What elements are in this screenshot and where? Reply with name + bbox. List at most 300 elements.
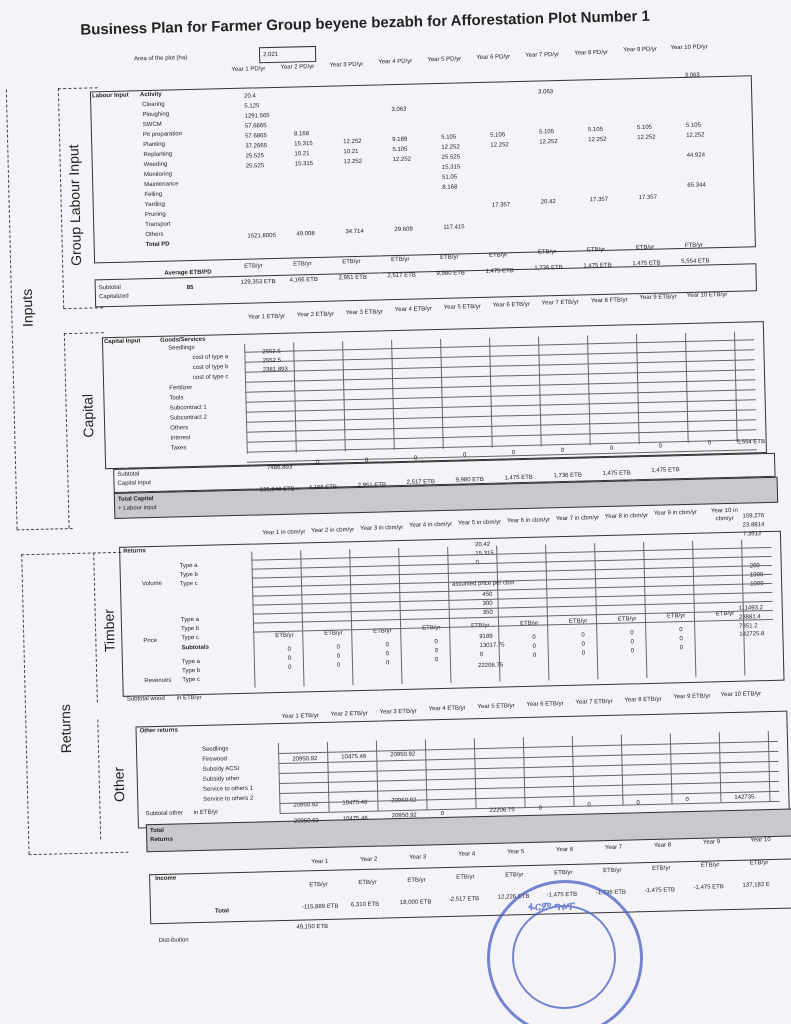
capital-total: 136,840 ETB	[259, 486, 295, 494]
subtotal-wood-label: Subtotal wood	[126, 695, 165, 703]
capital-input-label: Capital input	[117, 480, 151, 487]
labour-subtotal: 4,166 ETB	[289, 276, 319, 284]
timber-price-y10: 1000	[750, 581, 764, 588]
income-total: -115,889 ETB	[301, 903, 339, 911]
area-value: 2.021	[259, 46, 316, 63]
subtotal-wood-y10: 142725.8	[739, 631, 765, 638]
timber-etb-unit: ETB/yr	[666, 613, 686, 620]
capital-item: Taxes	[170, 445, 187, 452]
labour-activity: Monitoring	[143, 171, 173, 179]
timber-zero: 0	[581, 650, 586, 657]
capital-total: 1,475 ETB	[651, 467, 680, 475]
other-year-header: Year 3 ETB/yr	[379, 708, 417, 716]
labour-unit: ETB/yr	[586, 247, 606, 254]
total-returns-value: 20950.92	[391, 812, 417, 820]
labour-cell: 8.168	[293, 131, 310, 138]
timber-volume-y5: 15.315	[475, 550, 494, 558]
income-total: -1,475 ETB	[693, 884, 724, 892]
timber-zero: 0	[581, 632, 585, 639]
timber-zero: 0	[287, 664, 292, 671]
timber-zero: 0	[679, 627, 683, 634]
capital-year-header: Year 2 ETB/yr	[296, 311, 335, 319]
timber-volume-y10: 23.8814	[742, 522, 765, 529]
labour-cell: 17.357	[638, 194, 658, 202]
other-bracket	[97, 719, 101, 839]
average-etb-value: 85	[186, 284, 194, 292]
income-total: 6,310 ETB	[350, 901, 380, 909]
timber-price-type: Type c	[181, 634, 200, 642]
income-unit: ETB/yr	[652, 865, 671, 872]
distribution-y1: 49,150 ETB	[296, 923, 329, 931]
timber-zero: 0	[287, 655, 292, 662]
capital-item: cost of type a	[192, 354, 229, 362]
capital-item: Subcontract 1	[169, 404, 207, 412]
timber-zero: 0	[336, 644, 340, 651]
labour-cell: 12.252	[343, 138, 362, 146]
other-year-header: Year 6 ETB/yr	[526, 701, 564, 708]
timber-zero: 0	[630, 647, 635, 654]
timber-zero: 0	[336, 653, 341, 660]
income-year-header: Year 10	[750, 837, 771, 844]
labour-cell: 12.252	[539, 139, 558, 146]
labour-cell: 34.714	[345, 228, 364, 236]
labour-cell: 12.252	[637, 134, 656, 142]
capital-year-header: Year 4 ETB/yr	[394, 306, 432, 314]
labour-cell: 65.344	[687, 182, 706, 189]
income-total: -1,736 ETB	[595, 889, 627, 897]
labour-cell: 1521.8005	[247, 232, 276, 240]
labour-capitalized-label: Capitalized	[98, 293, 129, 301]
labour-bracket-top	[58, 87, 98, 89]
timber-etb-unit: ETB/yr	[519, 620, 539, 628]
timber-revenue-y5: 9189	[479, 633, 493, 641]
capital-item: Subcontract 2	[169, 414, 208, 422]
timber-etb-unit: ETB/yr	[715, 611, 735, 618]
inputs-label: Inputs	[18, 288, 36, 328]
labour-year-header: Year 8 PD/yr	[574, 49, 609, 57]
returns-bracket-top	[21, 552, 121, 555]
timber-zero: 0	[385, 659, 390, 666]
labour-year-header: Year 1 PD/yr	[231, 66, 266, 73]
labour-subtotal: 1,475 ETB	[485, 267, 514, 275]
capital-item: Fertilizer	[169, 385, 193, 392]
labour-unit: ETB/yr	[293, 260, 312, 268]
labour-cell: 3.063	[538, 89, 554, 96]
labour-activity: Felling	[144, 191, 163, 199]
capital-total: 1,475 ETB	[602, 469, 631, 477]
price-label: Price	[143, 637, 158, 645]
timber-price-type: Type a	[180, 616, 199, 624]
labour-cell: 5.105	[392, 146, 408, 153]
total-returns-value: 20950.92	[293, 818, 319, 825]
income-total: 18,000 ETB	[399, 898, 432, 906]
capital-subtotal-y10: 5,554 ETB	[736, 439, 766, 446]
income-year-header: Year 2	[360, 856, 378, 863]
labour-subtotal: 9,980 ETB	[436, 269, 465, 277]
total-returns-value: 0	[587, 802, 591, 809]
income-unit: ETB/yr	[603, 867, 622, 874]
timber-revenue-type: Type b	[182, 667, 201, 675]
timber-zero: 0	[581, 641, 585, 648]
income-total: -1,475 ETB	[546, 891, 578, 899]
timber-zero: 0	[434, 657, 439, 664]
labour-cell: 5.105	[441, 134, 457, 141]
subtotals-label: Subtotals	[181, 644, 209, 652]
labour-subtotal: 1,475 ETB	[632, 260, 661, 268]
capital-item: cost of type c	[192, 374, 229, 382]
other-returns-header: Other returns	[139, 727, 178, 735]
subtotal-wood-unit: in ETB/yr	[176, 694, 202, 702]
income-year-header: Year 5	[506, 849, 525, 856]
capital-zero: 0	[462, 452, 467, 459]
timber-year-header: Year 10 in cbm/yr	[710, 507, 738, 523]
labour-year-header: Year 10 PD/yr	[670, 44, 708, 52]
revenues-label: Revenues	[144, 677, 172, 685]
timber-zero: 0	[287, 646, 292, 653]
timber-revenue-y5: 13017.75	[479, 642, 505, 650]
labour-cell: 3.063	[684, 72, 700, 80]
other-year-header: Year 7 ETB/yr	[575, 698, 613, 706]
other-item: Seedlings	[201, 746, 229, 753]
area-label: Area of the plot (ha)	[134, 55, 188, 63]
labour-cell: 10.21	[294, 150, 310, 158]
other-item: Service to others 2	[203, 795, 254, 803]
capital-zero: 0	[609, 445, 614, 452]
capital-input-header: Capital Input	[103, 338, 141, 346]
timber-revenue-y10: 7351.2	[739, 623, 758, 630]
labour-subtotal: 1,475 ETB	[583, 263, 612, 270]
capital-year-header: Year 1 ETB/yr	[247, 313, 286, 321]
subtotal-other-unit: in ETB/yr	[193, 809, 219, 817]
labour-cell: 25.525	[441, 154, 461, 161]
labour-cell: 15.315	[441, 164, 461, 171]
timber-year-header: Year 4 in cbm/yr	[408, 522, 453, 530]
income-unit: ETB/yr	[456, 874, 475, 882]
timber-revenue-y10: 111493.2	[738, 605, 763, 612]
labour-unit: ETB/yr	[244, 263, 263, 270]
labour-cell: 12.252	[686, 132, 705, 139]
timber-volume-y5: 20.42	[475, 541, 491, 549]
capital-total: 2,517 ETB	[406, 479, 436, 487]
capital-seed-value: 2552.5	[262, 348, 281, 356]
labour-activity: Replanting	[143, 151, 173, 159]
capital-zero: 0	[560, 447, 565, 455]
total-returns-value: 0	[440, 810, 445, 817]
labour-unit: ETB/yr	[342, 258, 361, 266]
labour-cell: 1291.565	[244, 113, 270, 120]
capital-item: Tools	[169, 395, 184, 402]
labour-activity: Pruning	[144, 211, 166, 219]
volume-label: Volume	[141, 580, 163, 588]
capital-year-header: Year 8 FTB/yr	[590, 296, 628, 304]
other-year-header: Year 8 ETB/yr	[624, 696, 662, 704]
labour-cell: 57.6865	[245, 133, 267, 140]
timber-year-header: Year 3 in cbm/yr	[360, 524, 404, 532]
labour-subtotal: 129,353 ETB	[240, 278, 276, 286]
labour-cell: 25.525	[245, 153, 264, 160]
inputs-bracket-bottom	[17, 528, 73, 530]
timber-returns-header: Returns	[123, 548, 146, 555]
labour-year-header: Year 6 PD/yr	[476, 54, 511, 62]
labour-activity: Clearing	[142, 101, 165, 109]
returns-bracket	[21, 554, 29, 854]
labour-cell: 51.05	[442, 174, 458, 181]
income-year-header: Year 9	[702, 839, 721, 847]
timber-revenue-type: Type c	[182, 676, 201, 684]
capital-total: 1,475 ETB	[504, 474, 533, 482]
firewood-value: 20950.92	[390, 751, 416, 758]
capital-total: 1,736 ETB	[553, 472, 582, 480]
timber-price-y5: 350	[482, 609, 493, 617]
labour-unit: ETB/yr	[440, 254, 459, 261]
labour-cell: 49.008	[296, 230, 315, 238]
labour-activity: Weeding	[143, 161, 168, 169]
timber-zero: 0	[385, 641, 389, 648]
timber-price-y10: 1000	[749, 572, 764, 579]
labour-activity: Others	[145, 231, 164, 239]
total-returns-value: 22206.75	[489, 807, 515, 814]
activity-header: Activity	[139, 91, 162, 99]
labour-activity: Pit preparation	[142, 131, 183, 139]
distribution-label: Dist-ibution	[158, 937, 189, 945]
total-returns-label2: Returns	[150, 836, 173, 844]
labour-year-header: Year 9 PD/yr	[623, 46, 658, 54]
income-unit: ETB/yr	[749, 860, 769, 867]
capital-year-header: Year 6 ETB/yr	[492, 301, 530, 309]
other-year-header: Year 5 ETB/yr	[477, 703, 515, 711]
labour-year-header: Year 7 PD/yr	[525, 51, 560, 59]
income-unit: ETB/yr	[309, 881, 328, 889]
labour-input-label: + Labour input	[118, 504, 157, 512]
labour-cell: 44.924	[686, 152, 706, 159]
capital-bracket	[64, 333, 70, 528]
income-total: 137,182 E	[742, 882, 770, 889]
income-year-header: Year 4	[458, 851, 476, 859]
labour-unit: ETB/yr	[635, 244, 655, 252]
capital-subtotal-y1: 7486.893	[267, 464, 293, 472]
income-year-header: Year 7	[604, 844, 623, 851]
income-unit: ETB/yr	[700, 862, 720, 870]
capital-total: 9,980 ETB	[455, 477, 484, 484]
timber-volume-type: Type c	[179, 580, 198, 588]
labour-cell: 17.357	[491, 201, 511, 209]
timber-price-type: Type b	[181, 625, 200, 633]
capital-total: 4,166 ETB	[308, 484, 338, 492]
total-returns-label1: Total	[149, 827, 164, 835]
capital-item: Interest	[170, 435, 191, 442]
total-returns-value: 10475.46	[342, 815, 368, 822]
firewood-value: 20950.92	[292, 756, 318, 763]
labour-cell: 9.189	[392, 136, 408, 143]
labour-subtotal: 2,951 ETB	[338, 274, 367, 282]
timber-price-y5: 450	[482, 591, 493, 599]
labour-cell: 12.252	[441, 144, 460, 151]
subtotal-other-value: 10475.46	[342, 799, 368, 807]
income-unit: ETB/yr	[505, 872, 524, 879]
other-year-header: Year 4 ETB/yr	[428, 705, 466, 713]
labour-cell: 20.42	[540, 199, 556, 206]
capital-year-header: Year 9 ETB/yr	[639, 294, 677, 302]
income-total: -2,517 ETB	[448, 896, 480, 904]
labour-year-header: Year 2 PD/yr	[280, 63, 315, 71]
timber-year-header: Year 2 in cbm/yr	[311, 526, 355, 534]
income-unit: ETB/yr	[358, 879, 377, 886]
timber-zero: 0	[679, 636, 683, 643]
income-year-header: Year 8	[653, 842, 672, 849]
capital-item: cost of type b	[192, 364, 229, 372]
labour-year-header: Year 3 PD/yr	[329, 61, 364, 69]
labour-unit: FTB/yr	[684, 242, 703, 250]
timber-year-header: Year 5 in cbm/yr	[457, 519, 502, 527]
returns-label: Returns	[56, 704, 75, 754]
timber-revenue-y5: 0	[479, 652, 484, 659]
labour-cell: 12.252	[490, 141, 509, 149]
timber-zero: 0	[434, 639, 438, 646]
other-label: Other	[110, 766, 128, 803]
timber-zero: 0	[532, 643, 537, 650]
labour-input-header: Labour Input	[91, 92, 129, 100]
labour-activity: Total PD	[145, 241, 170, 249]
timber-label: Timber	[100, 608, 118, 653]
labour-cell: 5.105	[685, 122, 702, 129]
labour-activity: SWCM	[142, 121, 162, 129]
capital-zero: 0	[658, 443, 663, 450]
stamp-text: ፋርም ግሩፕ	[528, 901, 575, 913]
labour-activity: Maintenance	[144, 181, 179, 189]
income-unit: ETB/yr	[554, 869, 573, 877]
labour-cell: 20.4	[244, 93, 256, 100]
timber-zero: 0	[630, 629, 634, 637]
timber-zero: 0	[532, 634, 536, 641]
labour-activity: Planting	[143, 141, 166, 149]
labour-activity: Ploughing	[142, 111, 170, 119]
goods-services-header: Goods/Services	[159, 336, 206, 344]
labour-cell: 15.315	[294, 160, 314, 168]
income-year-header: Year 6	[555, 846, 574, 854]
labour-subtotal: 2,517 ETB	[387, 272, 416, 279]
timber-zero: 0	[434, 648, 439, 655]
timber-zero: 0	[679, 645, 684, 652]
income-total: 12,226 ETB	[497, 894, 530, 901]
labour-unit: ETB/yr	[537, 249, 557, 256]
other-year-header: Year 9 ETB/yr	[673, 693, 711, 701]
timber-volume-type: Type a	[179, 562, 198, 570]
timber-revenue-type: Type a	[181, 658, 200, 666]
timber-zero: 0	[532, 652, 537, 659]
labour-cell: 5.125	[244, 103, 260, 110]
timber-etb-unit: ETB/yr	[617, 615, 637, 623]
labour-cell: 12.252	[392, 156, 412, 163]
labour-year-header: Year 5 PD/yr	[427, 56, 462, 64]
subtotal-other-value: 20950.92	[293, 802, 319, 809]
labour-cell: 12.252	[588, 137, 607, 144]
income-total-label: Total	[214, 908, 229, 915]
timber-volume-type: Type b	[179, 571, 198, 579]
labour-cell: 3.063	[391, 106, 407, 113]
timber-year-header: Year 8 in cbm/yr	[604, 512, 649, 520]
timber-etb-unit: ETB/yr	[471, 623, 490, 630]
subtotal-other-value: 20950.92	[391, 797, 417, 804]
timber-price-y10: 200	[749, 563, 760, 570]
capital-zero: 0	[315, 459, 320, 467]
assumed-price-label: assumed price per cbm	[452, 580, 515, 588]
timber-price-y5: 300	[482, 600, 493, 608]
labour-year-header: Year 4 PD/yr	[378, 58, 413, 66]
capital-seed-value: 2381.893	[262, 366, 288, 374]
returns-bracket-bottom	[29, 852, 129, 855]
capital-total: 2,951 ETB	[357, 481, 387, 489]
timber-bracket	[93, 552, 98, 702]
labour-cell: 29.609	[394, 226, 413, 233]
capital-year-header: Year 3 ETB/yr	[345, 308, 384, 316]
capital-item: Seedlings	[168, 344, 195, 352]
labour-subtotal: 1,736 ETB	[534, 265, 563, 273]
income-year-header: Year 1	[311, 858, 329, 866]
other-item: Subsidy other	[202, 776, 240, 783]
labour-unit: ETB/yr	[488, 251, 508, 259]
labour-cell: 8.168	[442, 184, 458, 191]
capital-label: Capital	[79, 393, 97, 438]
timber-year-header: Year 7 in cbm/yr	[555, 514, 600, 522]
capital-seed-value: 2552.5	[262, 357, 281, 365]
average-etb-label: Average ETB/PD	[164, 269, 212, 277]
labour-bracket	[58, 88, 64, 308]
other-item: Subsidy ACSI	[202, 766, 240, 773]
capital-zero: 0	[707, 440, 712, 447]
capital-zero: 0	[364, 457, 369, 464]
other-item: Service to others 1	[202, 785, 254, 793]
subtotal-wood-y5: 22206.75	[478, 662, 504, 670]
total-returns-value: 0	[636, 799, 640, 806]
income-total: -1,475 ETB	[644, 886, 676, 894]
timber-year-header: Year 6 in cbm/yr	[506, 517, 551, 525]
labour-cell: 57.6865	[244, 123, 267, 130]
labour-bracket-bottom	[63, 307, 103, 309]
timber-zero: 0	[630, 638, 634, 646]
capital-zero: 0	[413, 455, 418, 462]
timber-volume-y10: 159.276	[742, 513, 765, 520]
timber-etb-unit: ETB/yr	[422, 625, 441, 632]
timber-etb-unit: ETB/yr	[373, 627, 392, 635]
labour-cell: 15.315	[294, 140, 313, 148]
labour-cell: 10.21	[343, 148, 359, 156]
labour-activity: Yarding	[144, 201, 166, 209]
capital-bracket-top	[64, 332, 104, 334]
capital-year-header: Year 5 ETB/yr	[443, 304, 481, 312]
timber-etb-unit: ETB/yr	[324, 630, 343, 637]
labour-cell: 5.105	[636, 124, 653, 132]
capital-subtotal-label: Subtotal	[117, 471, 140, 478]
total-returns-value: 0	[538, 805, 542, 812]
stamp-inner-ring	[512, 905, 616, 1009]
page-title: Business Plan for Farmer Group beyene bezabh for Afforestation Plot Number 1	[80, 7, 651, 39]
labour-cell: 17.357	[589, 197, 609, 204]
timber-year-header: Year 1 in cbm/yr	[262, 529, 306, 537]
labour-cell: 25.525	[245, 163, 265, 170]
capital-year-header: Year 10 ETB/yr	[686, 292, 728, 300]
capital-year-header: Year 7 ETB/yr	[541, 299, 579, 307]
inputs-bracket	[6, 89, 18, 529]
labour-subtotal: 5,554 ETB	[681, 258, 710, 266]
timber-volume-y5: 0	[475, 560, 479, 567]
total-capital-label: Total Capital	[117, 496, 154, 503]
timber-zero: 0	[336, 662, 341, 669]
other-year-header: Year 1 ETB/yr	[281, 713, 319, 720]
other-year-header: Year 10 ETB/yr	[720, 691, 762, 699]
labour-cell: 117.415	[443, 223, 465, 231]
official-stamp	[487, 880, 643, 1024]
capital-item: Others	[170, 425, 189, 432]
